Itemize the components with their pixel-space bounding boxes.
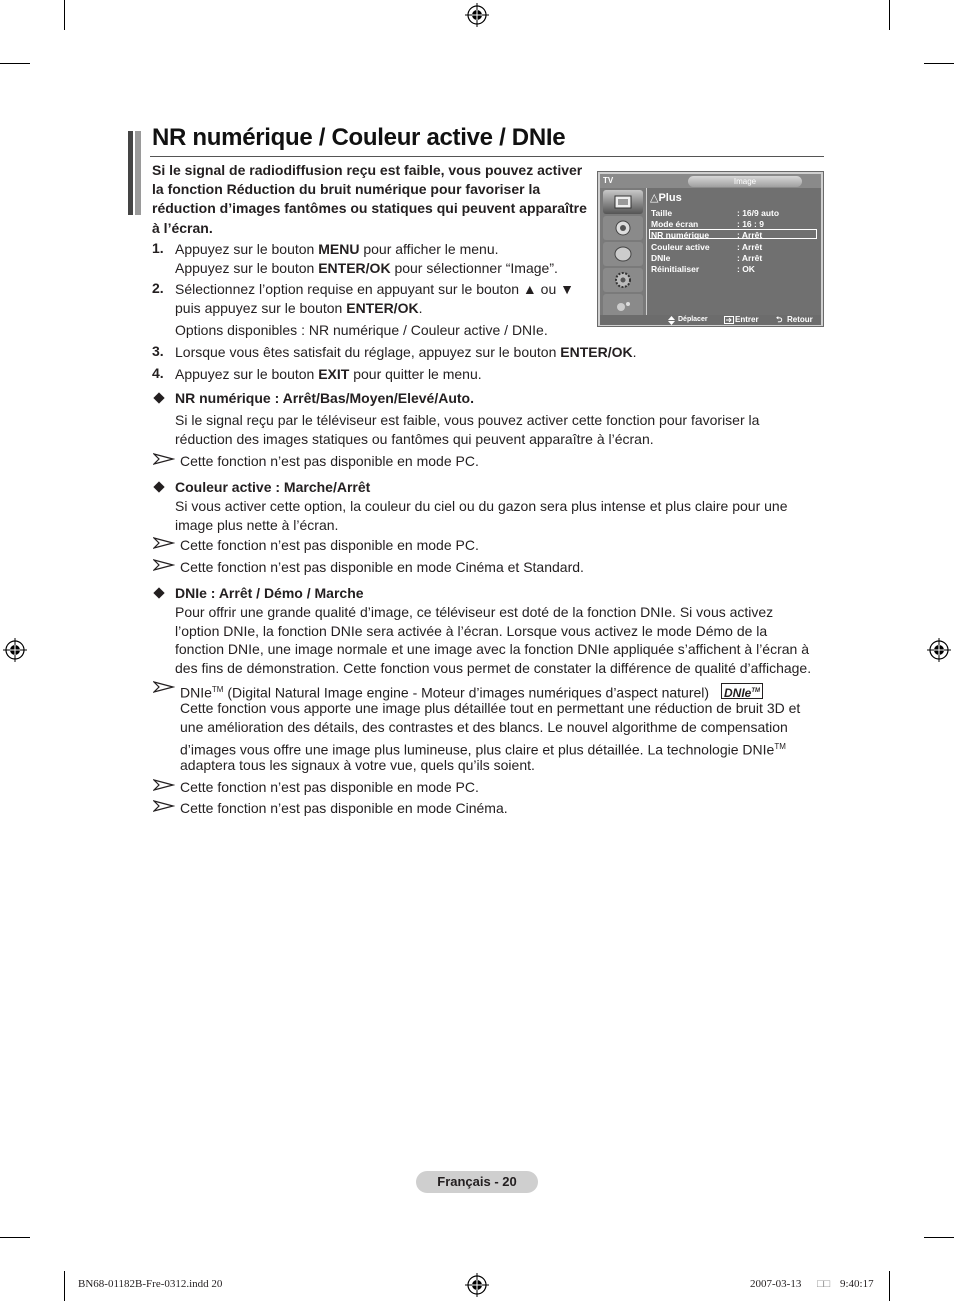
slug-boxes: □□ xyxy=(817,1278,831,1290)
tv-menu-topbar xyxy=(600,174,821,188)
dnie-note-line: d’images vous offre une image plus lumineuse, plus claire et plus détaillée. La technologie DNIe™ xyxy=(180,741,786,758)
menu-row-label[interactable]: Taille xyxy=(651,208,673,218)
tv-menu-footer xyxy=(600,315,821,325)
step-2-line-1: Sélectionnez l’option requise en appuyant sur le bouton ▲ ou ▼ xyxy=(175,281,574,297)
tv-menu-panel xyxy=(647,188,821,315)
crop-mark xyxy=(924,63,954,64)
menu-header: △Plus xyxy=(650,192,682,204)
crop-mark xyxy=(64,0,65,30)
section-heading: DNIe : Arrêt / Démo / Marche xyxy=(175,585,364,601)
crop-mark xyxy=(0,63,30,64)
enter-icon xyxy=(724,316,734,324)
menu-row-label[interactable]: NR numérique xyxy=(651,230,710,241)
note-text: Cette fonction n’est pas disponible en mode PC. xyxy=(180,453,479,469)
title-accent-bar xyxy=(128,131,144,215)
crop-mark xyxy=(64,1271,65,1301)
step-3-text: Lorsque vous êtes satisfait du réglage, appuyez sur le bouton ENTER/OK. xyxy=(175,344,637,360)
menu-row-value: : Arrêt xyxy=(737,252,763,263)
menu-row-label[interactable]: Réinitialiser xyxy=(651,264,700,274)
menu-row-value: : Arrêt xyxy=(737,230,763,241)
tv-menu-screenshot xyxy=(597,171,824,327)
menu-row-value: : OK xyxy=(737,264,755,274)
dnie-note-line: DNIe™ (Digital Natural Image engine - Moteur d’images numériques d’aspect naturel) xyxy=(180,684,710,701)
section-heading: Couleur active : Marche/Arrêt xyxy=(175,479,371,495)
channel-icon xyxy=(603,242,643,266)
footer-move-label: Déplacer xyxy=(678,316,708,323)
section-body-line: image plus nette à l’écran. xyxy=(175,517,339,533)
page-number-badge: Français - 20 xyxy=(416,1171,538,1193)
dnie-logo: DNIe™ xyxy=(721,683,763,699)
note-arrow-icon xyxy=(153,537,175,549)
note-text: Cette fonction n’est pas disponible en mode PC. xyxy=(180,537,479,553)
registration-mark-icon xyxy=(465,1273,489,1297)
dnie-note-line: Cette fonction vous apporte une image plus détaillée tout en permettant une réduction de bruit 3D et xyxy=(180,700,801,716)
menu-row-label[interactable]: Mode écran xyxy=(651,219,699,230)
registration-mark-icon xyxy=(927,638,951,662)
step-number: 3. xyxy=(152,343,164,359)
bullet-diamond-icon xyxy=(153,481,164,492)
step-number: 2. xyxy=(152,280,164,296)
slug-filename: BN68-01182B-Fre-0312.indd 20 xyxy=(78,1278,223,1290)
bullet-diamond-icon xyxy=(153,392,164,403)
menu-row-value: : Arrêt xyxy=(737,241,763,252)
page-title: NR numérique / Couleur active / DNIe xyxy=(152,124,566,151)
slug-time: 9:40:17 xyxy=(840,1278,874,1290)
return-arrow-icon: ⮌ xyxy=(776,315,783,324)
crop-mark xyxy=(889,1271,890,1301)
section-body-line: Pour offrir une grande qualité d’image, ce téléviseur est doté de la fonction DNIe. Si vous activez xyxy=(175,604,774,620)
step-1-line-1: Appuyez sur le bouton MENU pour afficher le menu. xyxy=(175,241,499,257)
dnie-note-line: adaptera tous les signaux à votre vue, quels qu’ils soient. xyxy=(180,757,535,773)
image-tab-label: Image xyxy=(688,176,802,187)
step-4-text: Appuyez sur le bouton EXIT pour quitter le menu. xyxy=(175,366,482,382)
note-arrow-icon xyxy=(153,779,175,791)
footer-enter-label: Entrer xyxy=(735,315,759,324)
step-number: 4. xyxy=(152,365,164,381)
section-heading: NR numérique : Arrêt/Bas/Moyen/Elevé/Auto. xyxy=(175,390,474,406)
slug-date: 2007-03-13 xyxy=(750,1278,802,1290)
registration-mark-icon xyxy=(465,3,489,27)
section-body-line: Si vous activer cette option, la couleur du ciel ou du gazon sera plus intense et plus claire pour une xyxy=(175,498,788,514)
intro-paragraph: Si le signal de radiodiffusion reçu est faible, vous pouvez activer la fonction Réduction du bruit numérique pour favoriser la réduction d’images fantômes ou statiques qui peuvent apparaître à l’écran. xyxy=(152,162,587,236)
menu-row-label[interactable]: DNIe xyxy=(651,252,671,263)
note-text: Cette fonction n’est pas disponible en mode Cinéma et Standard. xyxy=(180,559,584,575)
note-text: Cette fonction n’est pas disponible en mode PC. xyxy=(180,779,479,795)
menu-row-value: : 16 : 9 xyxy=(737,219,764,230)
section-body-line: l’option DNIe, la fonction DNIe sera activée à l’écran. Lorsque vous activez le mode Démo de la xyxy=(175,623,768,639)
crop-mark xyxy=(924,1237,954,1238)
setup-gear-icon xyxy=(603,268,643,292)
note-arrow-icon xyxy=(153,800,175,812)
section-body-line: des fins de démonstration. Cette fonction vous permet de constater la différence de qualité d’affichage. xyxy=(175,660,812,676)
crop-mark xyxy=(889,0,890,30)
footer-return-label: Retour xyxy=(787,315,813,324)
section-body-line: Si le signal reçu par le téléviseur est faible, vous pouvez activer cette fonction pour favoriser la xyxy=(175,412,760,428)
registration-mark-icon xyxy=(3,638,27,662)
menu-row-value: : 16/9 auto xyxy=(737,208,780,218)
note-arrow-icon xyxy=(153,453,175,465)
step-number: 1. xyxy=(152,240,164,256)
title-underline xyxy=(150,156,824,157)
section-body-line: fonction DNIe, une image normale et une image avec la fonction DNIe appliquée s’affichent à l’écran à xyxy=(175,641,810,657)
tv-tab-label: TV xyxy=(603,176,614,185)
tv-menu-sidebar xyxy=(600,188,646,315)
section-body-line: réduction des images statiques ou fantômes qui peuvent apparaître à l’écran. xyxy=(175,431,654,447)
menu-row-label[interactable]: Couleur active xyxy=(651,241,710,252)
dnie-note-line: une amélioration des détails, des contrastes et des blancs. Le nouvel algorithme de compensation xyxy=(180,719,788,735)
step-2-line-2: puis appuyez sur le bouton ENTER/OK. xyxy=(175,300,423,316)
bullet-diamond-icon xyxy=(153,587,164,598)
note-arrow-icon xyxy=(153,681,175,693)
sound-icon xyxy=(603,216,643,240)
picture-icon xyxy=(603,190,643,214)
updown-arrow-icon xyxy=(668,316,675,325)
step-2-line-3: Options disponibles : NR numérique / Couleur active / DNIe. xyxy=(175,322,548,338)
crop-mark xyxy=(0,1237,30,1238)
note-text: Cette fonction n’est pas disponible en mode Cinéma. xyxy=(180,800,508,816)
note-arrow-icon xyxy=(153,559,175,571)
step-1-line-2: Appuyez sur le bouton ENTER/OK pour sélectionner “Image”. xyxy=(175,260,558,276)
